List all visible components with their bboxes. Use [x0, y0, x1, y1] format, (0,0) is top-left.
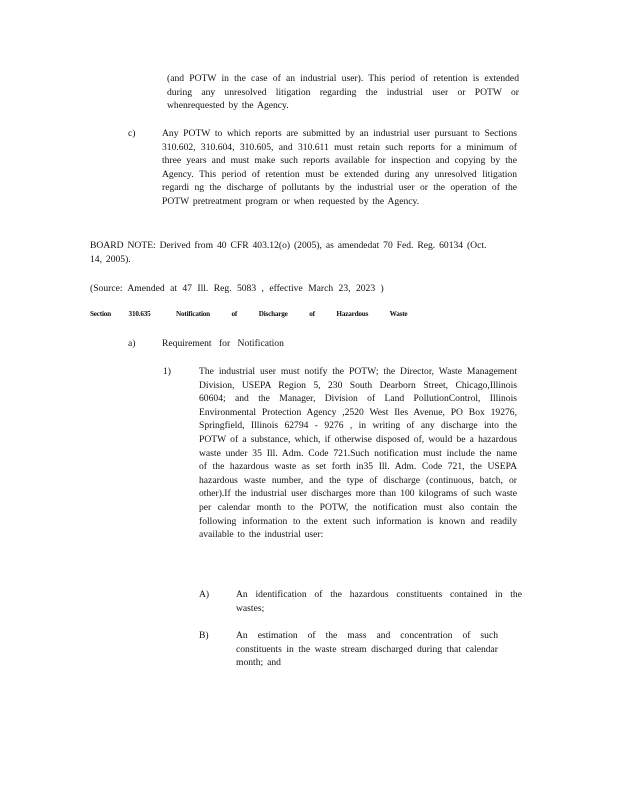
item-1-paragraph: The industrial user must notify the POTW; the Director, Waste Management Division, USEPA Region 5, 230 South Dearborn Street, Chicago,Illinois 60604; and the Manager, Division of Land PollutionControl, Illinois Environmental Protection Agency ,2520 West Iles Avenue, PO Box 19276, Springfield, Illinois 62794 - 9276 , in writing of any discharge into the POTW of a substance, which, if otherwise disposed of, would be a hazardous waste under 35 Ill. Adm. Code 721.Such notification must include the name of the hazardous waste as set forth in35 Ill. Adm. Code 721, the USEPA hazardous waste number, and the type of discharge (continuous, batch, or other).If the industrial user discharges more than 100 kilograms of such waste per calendar month to the POTW, the notification must also contain the following information to the extent such information is known and readily available to the industrial user: [199, 366, 517, 541]
subsection-a-title: Requirement for Notification [162, 338, 284, 349]
item-1-label: 1) [163, 366, 171, 377]
item-c-paragraph: Any POTW to which reports are submitted by an industrial user pursuant to Sections 310.602, 310.604, 310.605, and 310.611 must retain such reports for a minimum of three years and must make such reports available for inspection and copying by the Agency. This period of retention must be extended during any unresolved litigation regardi ng the discharge of pollutants by the industrial user or the operation of the POTW pretreatment program or when requested by the Agency. [162, 128, 517, 207]
section-title: Notification of Discharge of Hazardous Waste [176, 310, 408, 318]
item-A-label: A) [199, 589, 210, 600]
item-B-label: B) [199, 630, 209, 641]
item-c-label: c) [128, 128, 136, 139]
source-note: (Source: Amended at 47 Ill. Reg. 5083 , effective March 23, 2023 ) [90, 283, 384, 294]
subsection-a-label: a) [128, 338, 136, 349]
item-A-paragraph: An identification of the hazardous constituents contained in the wastes; [236, 589, 522, 614]
section-number: Section 310.635 [90, 310, 151, 318]
item-B-paragraph: An estimation of the mass and concentration of such constituents in the waste stream discharged during that calendar month; and [236, 630, 498, 669]
continuation-paragraph: (and POTW in the case of an industrial user). This period of retention is extended during any unresolved litigation regarding the industrial user or POTW or whenrequested by the Agency. [167, 73, 519, 112]
board-note: BOARD NOTE: Derived from 40 CFR 403.12(o) (2005), as amendedat 70 Fed. Reg. 60134 (Oct. 14, 2005). [90, 240, 487, 265]
